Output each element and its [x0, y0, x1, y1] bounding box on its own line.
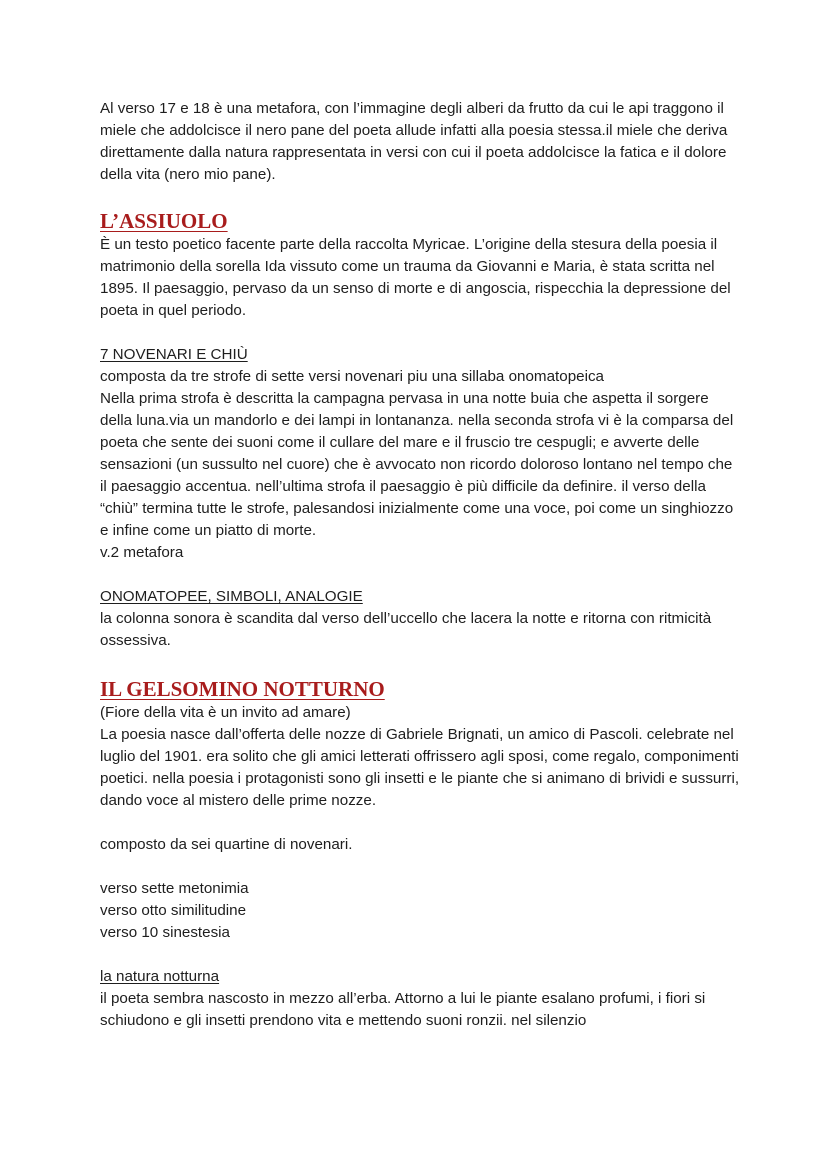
subheading-onomatopee: ONOMATOPEE, SIMBOLI, ANALOGIE — [100, 588, 363, 605]
novenari-line: composta da tre strofe di sette versi novenari piu una sillaba onomatopeica — [100, 368, 605, 385]
gelsomino-paragraph: La poesia nasce dall’offerta delle nozze di Gabriele Brignati, un amico di Pascoli. celebrate nel luglio del 1901. era solito che gli amici letterati offrissero agli sposi, come regalo, componimenti poetici. nella poesia i protagonisti sono gli insetti e le piante che si animano di brividi e sussurri, dando voce al mistero delle prime nozze. — [100, 726, 740, 809]
figure-line: verso 10 sinestesia — [100, 924, 231, 941]
heading-gelsomino: IL GELSOMINO NOTTURNO — [100, 677, 385, 701]
novenari-note: v.2 metafora — [100, 544, 184, 561]
novenari-paragraph: Nella prima strofa è descritta la campagna pervasa in una notte buia che aspetta il sorgere della luna.via un mandorlo e dei lampi in lontananza. nella seconda strofa vi è la comparsa del poeta che sente dei suoni come il cullare del mare e il fruscio tre cespugli; e avverte delle sensazioni (un sussulto nel cuore) che è avvocato non ricordo doloroso lontano nel tempo che il paesaggio accentua. nell’ultima strofa il paesaggio è più difficile da definire. il verso della “chiù” termina tutte le strofe, palesandosi inizialmente come una voce, poi come un singhiozzo e infine come un piatto di morte. — [100, 390, 734, 539]
figure-line: verso sette metonimia — [100, 880, 249, 897]
natura-paragraph: il poeta sembra nascosto in mezzo all’erba. Attorno a lui le piante esalano profumi, i fiori si schiudono e gli insetti prendono vita e mettendo suoni ronzii. nel silenzio — [100, 990, 706, 1029]
figure-line: verso otto similitudine — [100, 902, 247, 919]
gelsomino-line: (Fiore della vita è un invito ad amare) — [100, 704, 351, 721]
onomatopee-paragraph: la colonna sonora è scandita dal verso dell’uccello che lacera la notte e ritorna con ritmicità ossessiva. — [100, 610, 712, 649]
assiuolo-paragraph: È un testo poetico facente parte della raccolta Myricae. L’origine della stesura della poesia il matrimonio della sorella Ida vissuto come un trauma da Giovanni e Maria, è stata scritta nel 1895. Il paesaggio, pervaso da un senso di morte e di angoscia, rispecchia la depressione del poeta in quel periodo. — [100, 236, 731, 319]
subheading-novenari: 7 NOVENARI E CHIÙ — [100, 346, 248, 363]
subheading-natura: la natura notturna — [100, 968, 220, 985]
gelsomino-structure: composto da sei quartine di novenari. — [100, 836, 353, 853]
figures-list — [100, 878, 740, 944]
intro-paragraph: Al verso 17 e 18 è una metafora, con l’immagine degli alberi da frutto da cui le api traggono il miele che addolcisce il nero pane del poeta allude infatti alla poesia stessa.il miele che deriva direttamente dalla natura rappresentata in versi con cui il poeta addolcisce la fatica e il dolore della vita (nero mio pane). — [100, 100, 728, 183]
document-page — [100, 98, 740, 1032]
heading-assiuolo: L’ASSIUOLO — [100, 209, 228, 233]
